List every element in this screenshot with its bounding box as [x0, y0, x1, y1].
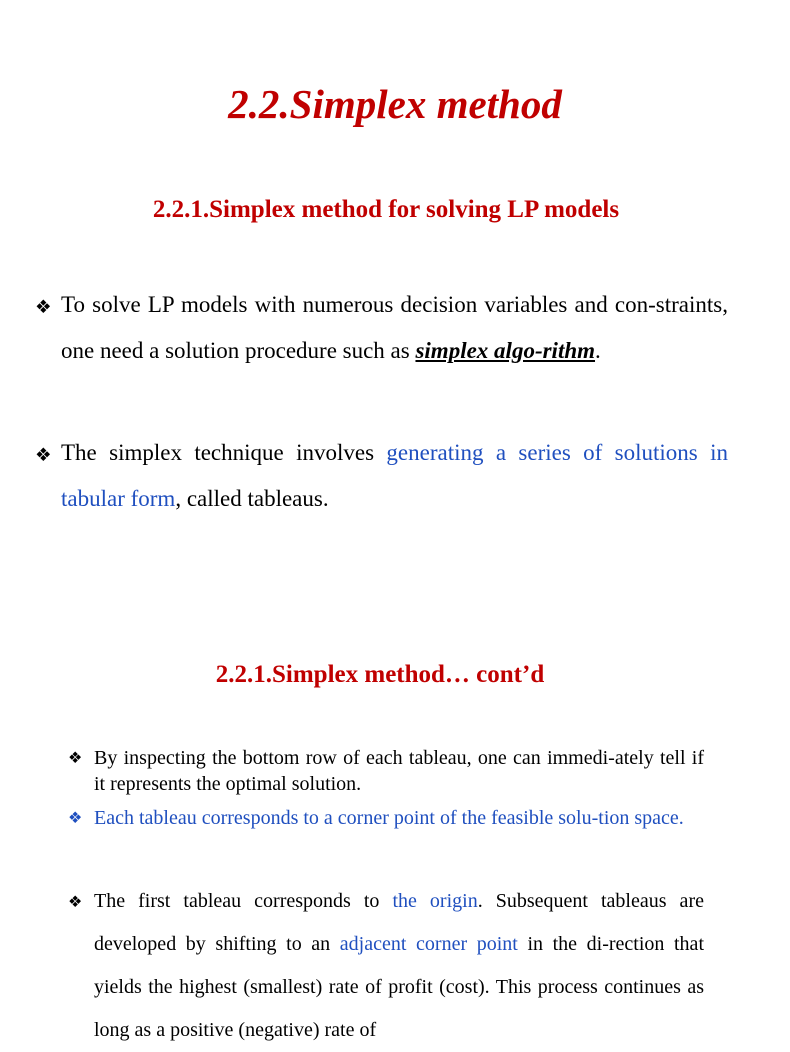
bullet-text: The first tableau corresponds to [94, 890, 393, 912]
bullet-item-2 [35, 430, 729, 522]
bullet-text: . Subsequent tableaus are developed by shifting to an [94, 890, 704, 955]
page-title: 2.2.Simplex method [228, 81, 562, 127]
emphasized-term: simplex algo-rithm [415, 338, 596, 363]
bullet-text: To solve LP models with numerous decision variables and con-straints, one need a solution procedure such as [61, 292, 728, 363]
bullet-diamond-icon: ❖ [68, 750, 83, 767]
bullet-item-1 [35, 282, 728, 374]
bullet-text: The simplex technique involves [61, 440, 387, 465]
bullet-diamond-icon: ❖ [68, 810, 83, 827]
bullet-diamond-icon: ❖ [35, 445, 52, 465]
bullet-text: in the di-rection that yields the highest (smallest) rate of profit (cost). This process continues as long as a positive (negative) rate of [94, 933, 704, 1041]
section-heading-1: 2.2.1.Simplex method for solving LP models [152, 196, 620, 223]
highlighted-phrase: adjacent corner point [339, 933, 518, 955]
highlighted-phrase: generating a series of solutions in tabular form [61, 440, 729, 511]
bullet-text: By inspecting the bottom row of each tableau, one can immedi-ately tell if it represents the optimal solution. [94, 747, 704, 795]
section-heading-2: 2.2.1.Simplex method… cont’d [215, 661, 545, 688]
bullet-diamond-icon: ❖ [35, 297, 52, 317]
bullet-item-3 [68, 745, 704, 797]
bullet-item-4 [68, 805, 704, 831]
bullet-item-5 [68, 880, 704, 1052]
bullet-text: Each tableau corresponds to a corner point of the feasible solu-tion space. [94, 807, 684, 829]
highlighted-phrase: the origin [392, 890, 478, 912]
bullet-text-end: . [595, 338, 601, 363]
bullet-diamond-icon: ❖ [68, 894, 83, 911]
bullet-text-end: , called tableaus. [175, 486, 329, 511]
